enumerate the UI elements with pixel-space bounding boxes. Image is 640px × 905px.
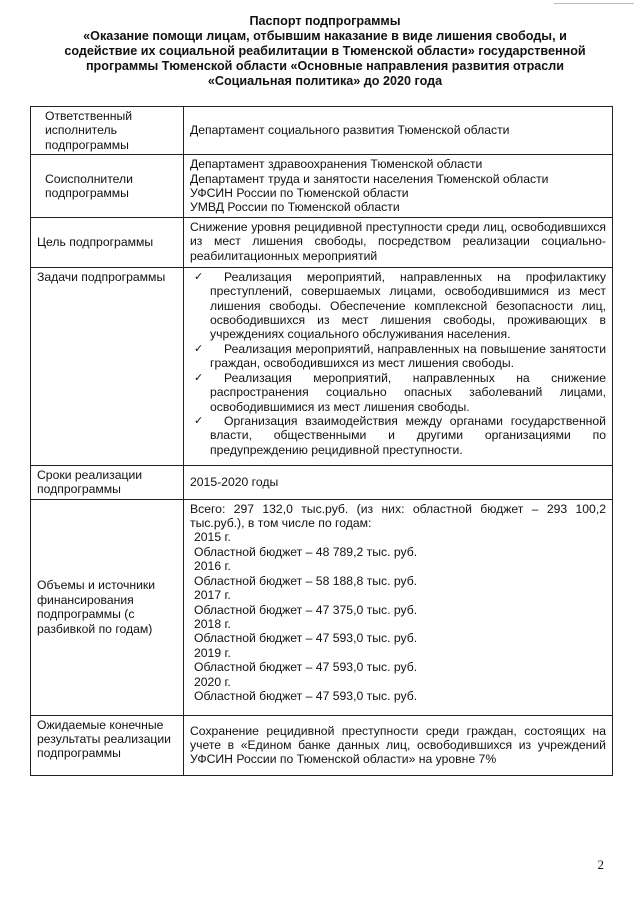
coexecutor-item: Департамент труда и занятости населения Тюменской области <box>190 171 549 186</box>
title-line: программы Тюменской области «Основные направления развития отрасли <box>85 59 565 73</box>
title-line: Паспорт подпрограммы <box>249 14 401 28</box>
label-funding: Объемы и источники финансирования подпрограммы (с разбивкой по годам) <box>31 499 184 715</box>
coexecutor-item: УФСИН России по Тюменской области <box>190 186 409 201</box>
label-terms: Сроки реализации подпрограммы <box>31 465 184 499</box>
checkmark-icon: ✓ <box>194 414 204 427</box>
label-results: Ожидаемые конечные результаты реализации подпрограммы <box>31 715 184 775</box>
value-results: Сохранение рецидивной преступности среди граждан, состоящих на учете в «Едином банке данных лиц, освободившихся из учреждений УФСИН России по Тюменской области» на уровне 7% <box>184 715 613 775</box>
value-goal: Снижение уровня рецидивной преступности среди лиц, освободившихся из мест лишения свободы, посредством реализации социально-реабилитационных мероприятий <box>184 217 613 267</box>
label-goal: Цель подпрограммы <box>31 217 184 267</box>
title-line: содействие их социальной реабилитации в Тюменской области» государственной <box>64 44 586 58</box>
task-item: ✓ Реализация мероприятий, направленных на снижение распространения социально опасных заболеваний лицами, освободившимися из мест лишения свободы. <box>194 370 606 414</box>
funding-amount: Областной бюджет – 47 593,0 тыс. руб. <box>194 688 418 703</box>
row-coexecutors <box>31 155 613 218</box>
page-number: 2 <box>597 857 604 872</box>
row-tasks <box>31 267 613 465</box>
funding-year: 2017 г. <box>194 588 231 603</box>
label-tasks: Задачи подпрограммы <box>31 267 184 465</box>
row-results <box>31 715 613 775</box>
coexecutor-item: Департамент здравоохранения Тюменской области <box>190 157 483 172</box>
task-item: ✓ Организация взаимодействия между органами государственной власти, общественными и другими организациями по предупреждению рецидивной преступности. <box>194 413 606 457</box>
row-funding <box>31 499 613 715</box>
funding-amount: Областной бюджет – 48 789,2 тыс. руб. <box>194 544 418 559</box>
label-coexecutors: Соисполнители подпрограммы <box>31 155 184 218</box>
value-funding <box>184 499 613 715</box>
passport-table <box>30 106 613 776</box>
funding-year: 2016 г. <box>194 559 231 574</box>
value-terms: 2015-2020 годы <box>184 465 613 499</box>
title-line: «Оказание помощи лицам, отбывшим наказание в виде лишения свободы, и <box>83 29 567 43</box>
funding-amount: Областной бюджет – 47 593,0 тыс. руб. <box>194 660 418 675</box>
value-tasks <box>184 267 613 465</box>
value-coexecutors <box>184 155 613 218</box>
checkmark-icon: ✓ <box>194 270 204 283</box>
row-terms <box>31 465 613 499</box>
scan-edge-line <box>554 3 634 4</box>
coexecutor-item: УМВД России по Тюменской области <box>190 200 400 215</box>
document-title <box>30 14 620 89</box>
funding-amount: Областной бюджет – 58 188,8 тыс. руб. <box>194 573 418 588</box>
checkmark-icon: ✓ <box>194 371 204 384</box>
value-responsible: Департамент социального развития Тюменской области <box>184 107 613 155</box>
label-responsible: Ответственный исполнитель подпрограммы <box>31 107 184 155</box>
funding-amount: Областной бюджет – 47 593,0 тыс. руб. <box>194 631 418 646</box>
checkmark-icon: ✓ <box>194 342 204 355</box>
funding-year: 2019 г. <box>194 645 231 660</box>
funding-year: 2015 г. <box>194 530 231 545</box>
funding-year: 2020 г. <box>194 674 231 689</box>
funding-amount: Областной бюджет – 47 375,0 тыс. руб. <box>194 602 418 617</box>
title-line: «Социальная политика» до 2020 года <box>207 74 443 88</box>
row-responsible <box>31 107 613 155</box>
row-goal <box>31 217 613 267</box>
funding-year: 2018 г. <box>194 616 231 631</box>
task-item: ✓ Реализация мероприятий, направленных на профилактику преступлений, совершаемых лицами, освободившимися из мест лишения свободы. Обеспечение комплексной безопасности лиц, освободившихся из мест лишения свободы, проживающих в учреждениях социального обслуживания населения. <box>194 269 606 342</box>
funding-total: Всего: 297 132,0 тыс.руб. (из них: областной бюджет – 293 100,2 тыс.руб.), в том числе по годам: <box>190 501 606 531</box>
task-item: ✓ Реализация мероприятий, направленных на повышение занятости граждан, освободившихся из мест лишения свободы. <box>194 341 606 371</box>
